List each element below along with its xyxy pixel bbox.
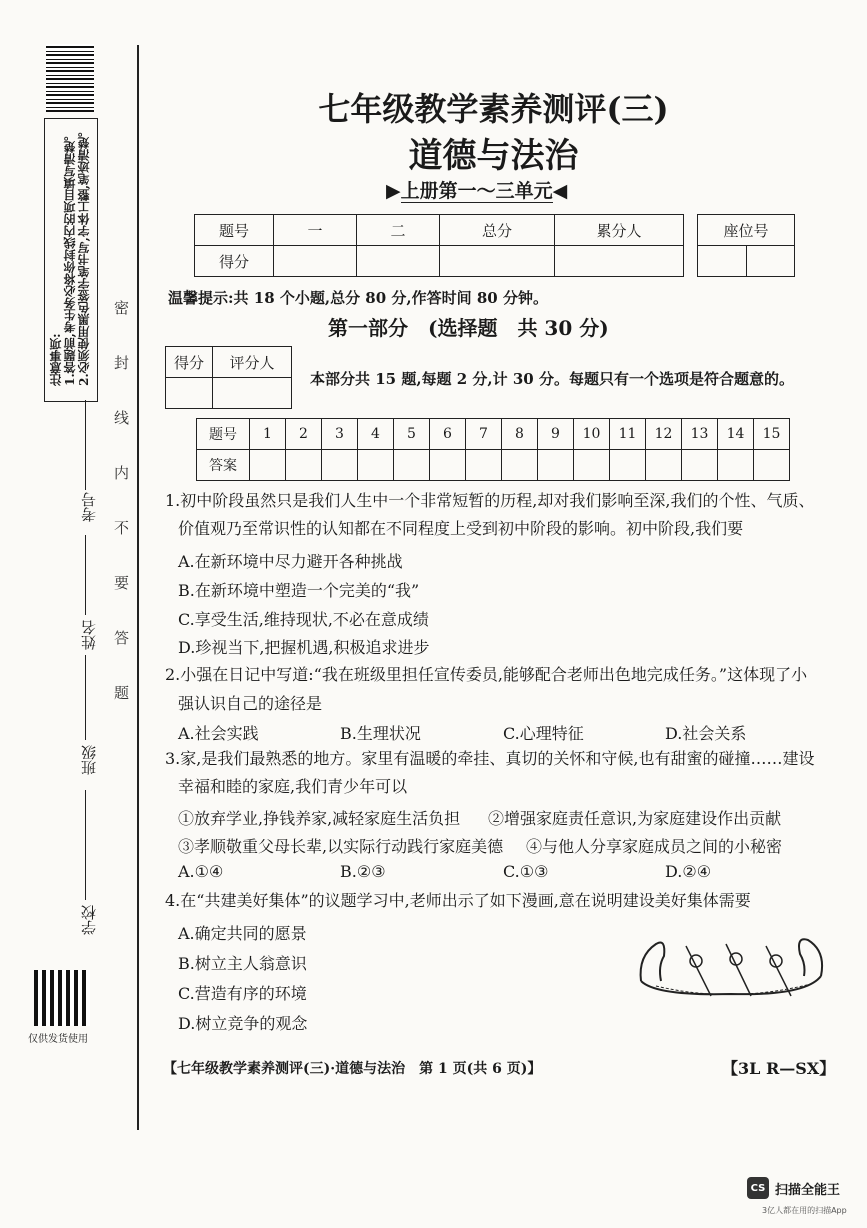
q2-option-b[interactable]: B.生理状况 [340,724,421,743]
qr-caption: 仅供发货使用 [28,1034,88,1045]
q3-option-d[interactable]: D.②④ [665,862,712,881]
grader-cell: 得分 [166,347,213,378]
exam-number-label: 考号 [80,492,98,522]
answer-cell-7[interactable] [466,450,502,481]
answer-number-10: 10 [574,419,610,450]
score-input-cell[interactable] [274,246,357,277]
score-cell: 二 [357,215,440,246]
answer-number-15: 15 [754,419,790,450]
answer-cell-6[interactable] [430,450,466,481]
seat-label: 座位号 [698,215,795,246]
score-cell: 得分 [195,246,274,277]
notice-text: 注意事项: 1.答题前,考生务必将你封线内的项目填写清楚。 2.必须使用黑色签字笔书写,字体工整,笔迹清楚。 [49,125,91,386]
q3-option-b[interactable]: B.②③ [340,862,386,881]
answer-cell-4[interactable] [358,450,394,481]
name-label: 姓名 [80,620,98,650]
binding-line [137,45,139,1130]
q4-option-d[interactable]: D.树立竞争的观念 [178,1014,308,1033]
exam-number-line [85,400,86,490]
answer-number-11: 11 [610,419,646,450]
score-cell: 累分人 [555,215,684,246]
seat-input-cell[interactable] [698,246,747,277]
answer-cell-12[interactable] [646,450,682,481]
unit-range-text: 上册第一～三单元 [400,180,553,202]
answer-cell-15[interactable] [754,450,790,481]
answer-number-3: 3 [322,419,358,450]
answer-cell-5[interactable] [394,450,430,481]
tip-text: 温馨提示:共 18 个小题,总分 80 分,作答时间 80 分钟。 [168,289,548,307]
answer-number-9: 9 [538,419,574,450]
answer-cell-2[interactable] [286,450,322,481]
q4-stem: 4.在“共建美好集体”的议题学习中,老师出示了如下漫画,意在说明建设美好集体需要 [165,891,751,910]
grader-table [165,346,292,409]
seat-input-cell[interactable] [746,246,795,277]
scanner-tagline: 3亿人都在用的扫描App [762,1206,847,1215]
q1-option-a[interactable]: A.在新环境中尽力避开各种挑战 [178,552,403,571]
class-line [85,655,86,740]
q3-item-3: ③孝顺敬重父母长辈,以实际行动践行家庭美德 [178,837,504,856]
grader-cell: 评分人 [213,347,292,378]
answer-cell-10[interactable] [574,450,610,481]
answer-cell-13[interactable] [682,450,718,481]
q3-option-c[interactable]: C.①③ [503,862,549,881]
answer-number-8: 8 [502,419,538,450]
q1-option-b[interactable]: B.在新环境中塑造一个完美的“我” [178,581,420,600]
answer-cell-14[interactable] [718,450,754,481]
score-cell: 总分 [440,215,555,246]
answer-cell-1[interactable] [250,450,286,481]
answer-number-14: 14 [718,419,754,450]
seat-table [697,214,795,277]
score-table [194,214,684,277]
cs-logo-icon: CS [747,1177,769,1199]
q3-item-1: ①放弃学业,挣钱养家,减轻家庭生活负担 [178,809,461,828]
answer-number-4: 4 [358,419,394,450]
exam-code: 【3L R—SX】 [722,1059,836,1078]
scanner-name: 扫描全能王 [775,1182,841,1198]
q2-stem-line2: 强认识自己的途径是 [178,694,323,713]
q1-option-d[interactable]: D.珍视当下,把握机遇,积极追求进步 [178,638,430,657]
page-footer: 【七年级教学素养测评(三)·道德与法治 第 1 页(共 6 页)】 [163,1061,542,1077]
q4-option-b[interactable]: B.树立主人翁意识 [178,954,307,973]
exam-title: 七年级教学素养测评(三) [318,90,669,128]
answer-cell-9[interactable] [538,450,574,481]
q3-item-4: ④与他人分享家庭成员之间的小秘密 [526,837,783,856]
answer-header: 题号 [197,419,250,450]
answer-number-2: 2 [286,419,322,450]
q3-item-2: ②增强家庭责任意识,为家庭建设作出贡献 [488,809,782,828]
answer-table [196,418,790,481]
class-label: 班级 [80,745,98,775]
answer-cell-8[interactable] [502,450,538,481]
q3-option-a[interactable]: A.①④ [178,862,224,881]
unit-range: ▶上册第一～三单元◀ [386,180,568,202]
scanner-watermark [747,1177,840,1199]
q1-stem-line1: 1.初中阶段虽然只是我们人生中一个非常短暂的历程,却对我们影响至深,我们的个性、气质、 [165,491,815,510]
answer-number-6: 6 [430,419,466,450]
answer-label: 答案 [197,450,250,481]
score-cell: 一 [274,215,357,246]
q3-stem-line2: 幸福和睦的家庭,我们青少年可以 [178,777,408,796]
answer-cell-3[interactable] [322,450,358,481]
score-input-cell[interactable] [357,246,440,277]
q1-stem-line2: 价值观乃至常识性的认知都在不同程度上受到初中阶段的影响。初中阶段,我们要 [178,519,744,538]
school-line [85,790,86,900]
q4-option-c[interactable]: C.营造有序的环境 [178,984,307,1003]
q2-option-c[interactable]: C.心理特征 [503,724,584,743]
grader-input-cell[interactable] [213,378,292,409]
part1-title: 第一部分 (选择题 共 30 分) [328,316,609,340]
answer-number-12: 12 [646,419,682,450]
q3-stem-line1: 3.家,是我们最熟悉的地方。家里有温暖的牵挂、真切的关怀和守候,也有甜蜜的碰撞……建设 [165,749,815,768]
dragon-boat-comic [636,926,826,1006]
q1-option-c[interactable]: C.享受生活,维持现状,不必在意成绩 [178,610,429,629]
subject-title: 道德与法治 [408,136,579,176]
seal-line-text: 密封线内不要答题 [112,300,130,740]
qr-code-image [34,970,90,1026]
answer-number-13: 13 [682,419,718,450]
answer-number-5: 5 [394,419,430,450]
q4-option-a[interactable]: A.确定共同的愿景 [178,924,307,943]
score-input-cell[interactable] [555,246,684,277]
q2-option-d[interactable]: D.社会关系 [665,724,747,743]
answer-cell-11[interactable] [610,450,646,481]
q2-stem-line1: 2.小强在日记中写道:“我在班级里担任宣传委员,能够配合老师出色地完成任务。”这体现了小 [165,665,808,684]
score-cell: 题号 [195,215,274,246]
q2-option-a[interactable]: A.社会实践 [178,724,259,743]
grader-input-cell[interactable] [166,378,213,409]
answer-number-7: 7 [466,419,502,450]
answer-number-1: 1 [250,419,286,450]
part1-description: 本部分共 15 题,每题 2 分,计 30 分。每题只有一个选项是符合题意的。 [310,370,794,388]
school-label: 学校 [80,905,98,935]
name-line [85,535,86,615]
score-input-cell[interactable] [440,246,555,277]
